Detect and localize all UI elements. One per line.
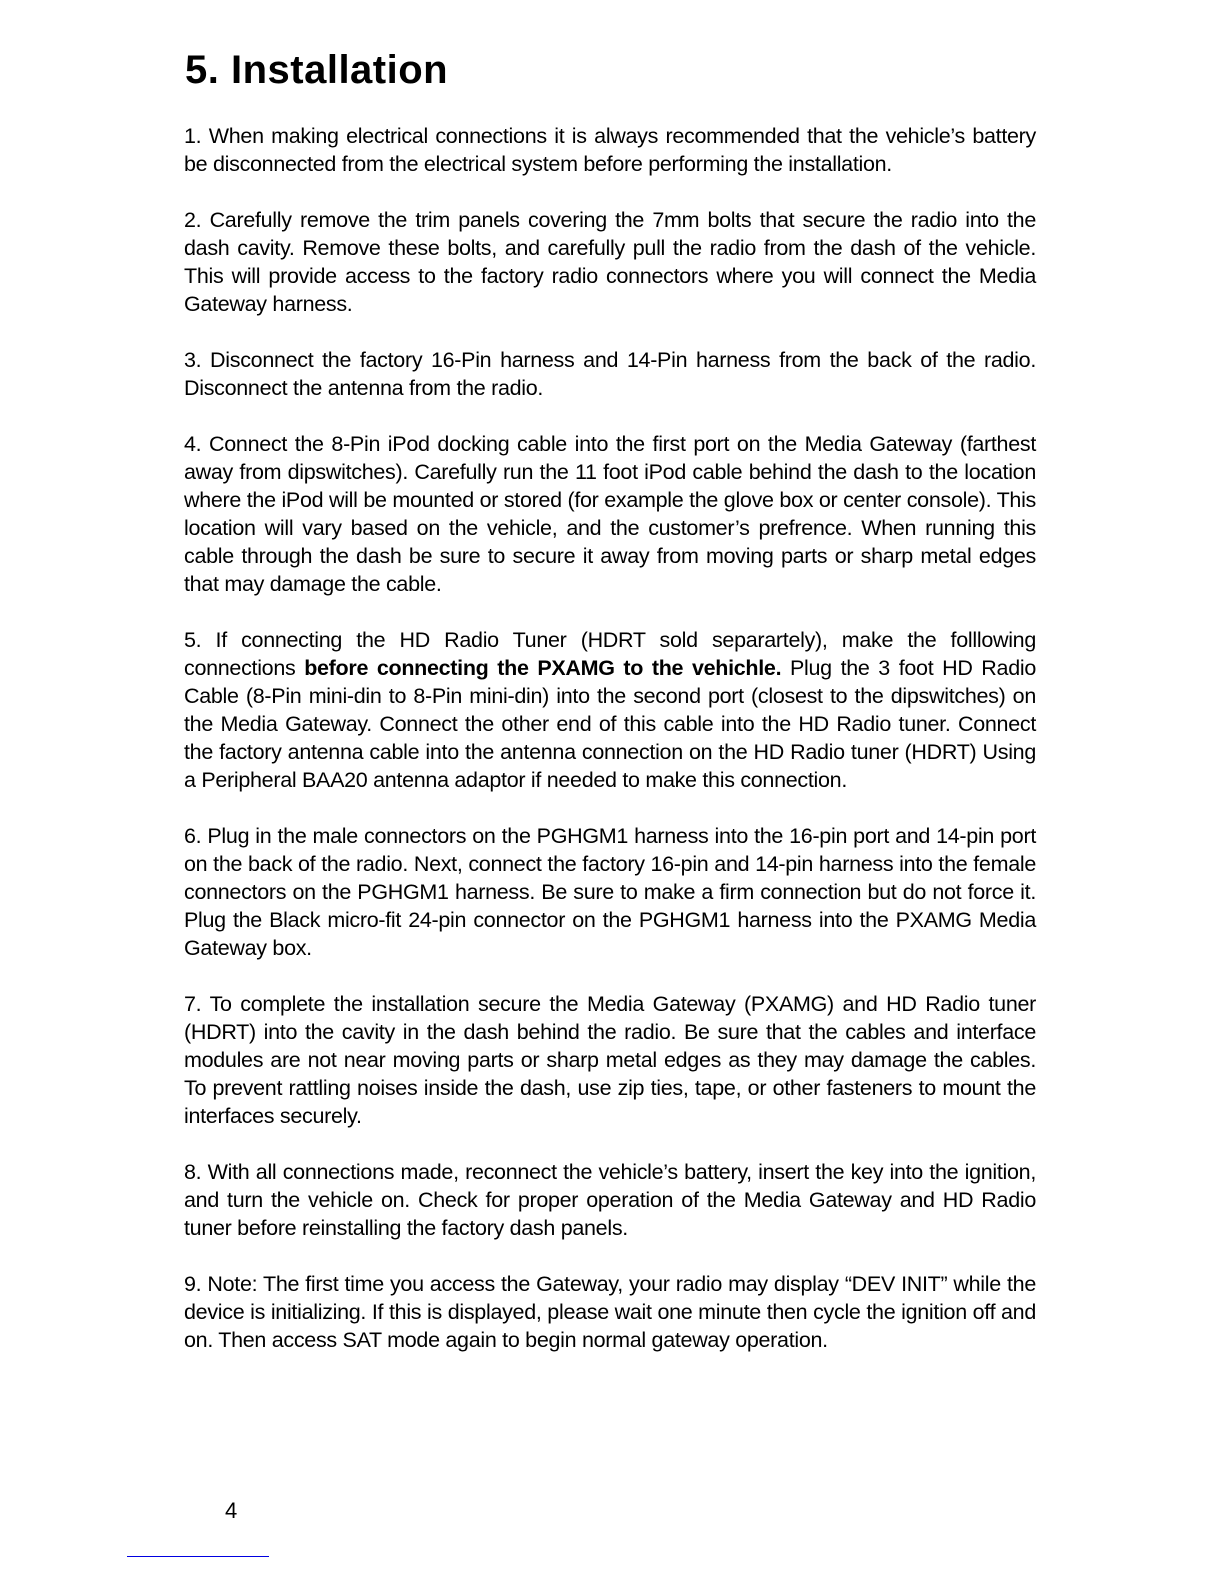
step-8: 8. With all connections made, reconnect the vehicle’s battery, insert the key into the ignition, and turn the vehicle on. Check for proper operation of the Media Gateway and HD Radio tuner before reinstalling the factory dash panels.: [184, 1160, 1036, 1240]
step-4: 4. Connect the 8-Pin iPod docking cable into the first port on the Media Gateway (farthest away from dipswitches). Carefully run the 11 foot iPod cable behind the dash to the location where the iPod will be mounted or stored (for example the glove box or center console). This location will vary based on the vehicle, and the customer’s prefrence. When running this cable through the dash be sure to secure it away from moving parts or sharp metal edges that may damage the cable.: [184, 432, 1036, 596]
step-1: 1. When making electrical connections it is always recommended that the vehicle’s battery be disconnected from the electrical system before performing the installation.: [184, 124, 1036, 176]
step-5: [184, 626, 1036, 794]
step-2: 2. Carefully remove the trim panels covering the 7mm bolts that secure the radio into the dash cavity. Remove these bolts, and carefully pull the radio from the dash of the vehicle. This will provide access to the factory radio connectors where you will connect the Media Gateway harness.: [184, 208, 1036, 316]
footer-rule: [127, 1556, 269, 1557]
section-title: 5. Installation: [185, 48, 449, 92]
step-6: 6. Plug in the male connectors on the PGHGM1 harness into the 16-pin port and 14-pin port on the back of the radio. Next, connect the factory 16-pin and 14-pin harness into the female connectors on the PGHGM1 harness. Be sure to make a firm connection but do not force it. Plug the Black micro-fit 24-pin connector on the PGHGM1 harness into the PXAMG Media Gateway box.: [184, 824, 1036, 960]
step-5-text-cont: Plug the 3 foot HD Radio Cable (8-Pin mini-din to 8-Pin mini-din) into the second port (closest to the dipswitches) on the Media Gateway. Connect the other end of this cable into the HD Radio tuner. Connect the factory antenna cable into the antenna connection on the HD Radio tuner (HDRT) Using a Peripheral BAA20 antenna adaptor if needed to make this connection.: [184, 656, 1036, 792]
instructions-body: [184, 122, 1036, 1382]
step-3: 3. Disconnect the factory 16-Pin harness and 14-Pin harness from the back of the radio. Disconnect the antenna from the radio.: [184, 348, 1036, 400]
page-number: 4: [225, 1498, 238, 1523]
step-7: 7. To complete the installation secure the Media Gateway (PXAMG) and HD Radio tuner (HDRT) into the cavity in the dash behind the radio. Be sure that the cables and interface modules are not near moving parts or sharp metal edges as they may damage the cables. To prevent rattling noises inside the dash, use zip ties, tape, or other fasteners to mount the interfaces securely.: [184, 992, 1036, 1128]
step-9: 9. Note: The first time you access the Gateway, your radio may display “DEV INIT” while the device is initializing. If this is displayed, please wait one minute then cycle the ignition off and on. Then access SAT mode again to begin normal gateway operation.: [184, 1272, 1036, 1352]
step-5-text: 5. If connecting the HD Radio Tuner (HDRT sold separartely), make the folllowing connections: [184, 628, 1036, 680]
step-5-emphasis: before connecting the PXAMG to the vehichle.: [304, 656, 782, 680]
